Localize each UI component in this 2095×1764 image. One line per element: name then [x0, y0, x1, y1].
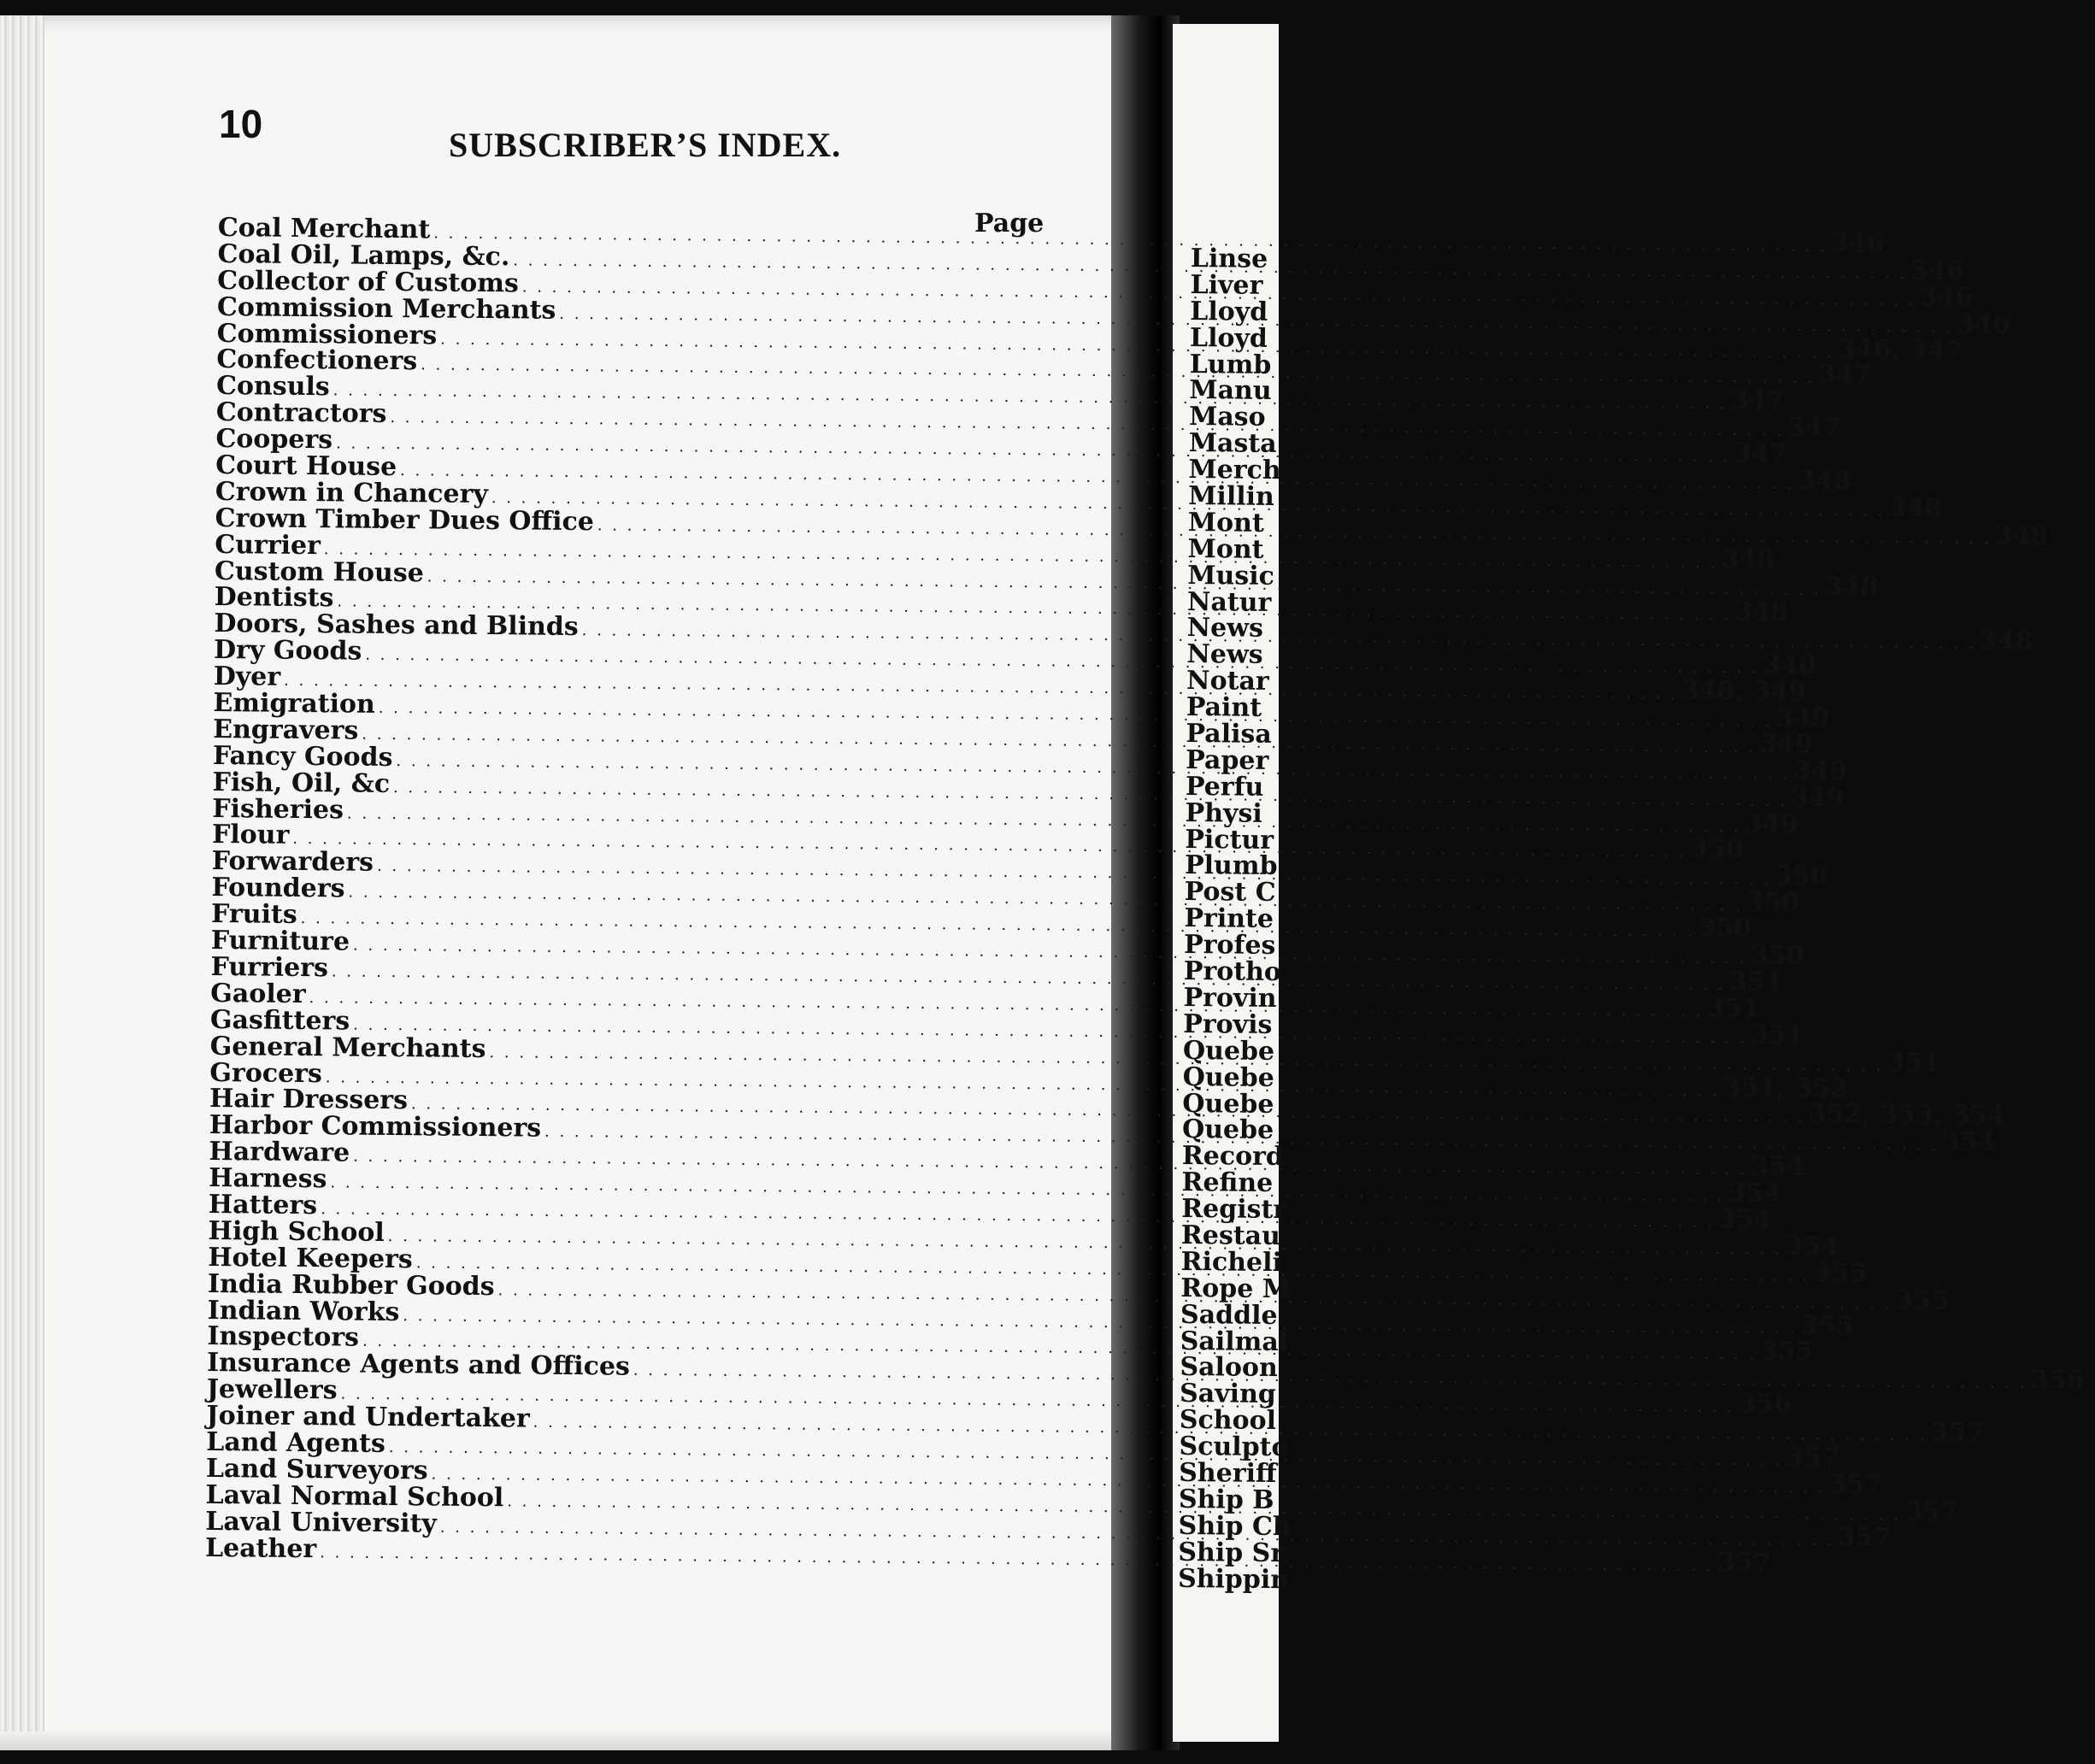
entry-label: Crown Timber Dues Office: [215, 503, 595, 538]
facing-entry-label: Masta: [1188, 428, 1277, 460]
entry-label: Harbor Commissioners: [209, 1110, 542, 1144]
facing-entry-label: Refine: [1181, 1167, 1274, 1199]
entry-pages: 348: [1734, 597, 1789, 628]
facing-entry-label: Printe: [1184, 903, 1274, 935]
facing-page-entry: [1178, 1484, 1274, 1515]
facing-entry-label: Record: [1181, 1141, 1285, 1173]
entry-label: Custom House: [214, 556, 424, 588]
entry-label: Gaoler: [210, 978, 306, 1009]
entry-pages: 348: [1721, 544, 1775, 575]
entry-label: Land Agents: [206, 1426, 386, 1459]
page-bottom-edge: [0, 1732, 1137, 1750]
facing-page-entry: [1186, 721, 1274, 749]
entry-label: Laval Normal School: [205, 1479, 504, 1514]
facing-page-entry: [1183, 982, 1277, 1014]
facing-page-entry: [1185, 797, 1273, 829]
facing-entry-label: Liver: [1190, 269, 1263, 301]
entry-pages: 347: [1817, 360, 1872, 391]
entry-label: Collector of Customs: [217, 265, 520, 299]
page-number: 10: [219, 102, 263, 146]
facing-entry-label: Palisa: [1186, 719, 1272, 750]
entry-pages: 346, 347: [1837, 333, 1963, 366]
entry-label: Grocers: [209, 1057, 323, 1089]
entry-pages: 346: [1957, 309, 2011, 339]
entry-label: Hatters: [208, 1189, 318, 1221]
facing-entry-label: Rope M: [1180, 1273, 1292, 1304]
facing-entry-label: Millin: [1188, 481, 1274, 512]
facing-entry-label: Paint: [1186, 692, 1262, 723]
entry-pages: 355: [1895, 1285, 1950, 1316]
entry-pages: 355: [1759, 1336, 1814, 1367]
entry-pages: 349: [1793, 756, 1848, 787]
facing-entry-label: News: [1186, 613, 1264, 644]
entry-pages: 351, 352: [1722, 1072, 1849, 1103]
entry-label: Fisheries: [212, 793, 344, 826]
page-title: SUBSCRIBER’S INDEX.: [449, 126, 842, 164]
facing-entry-label: Paper: [1186, 744, 1269, 776]
facing-entry-label: Ship Ch: [1178, 1510, 1292, 1542]
facing-page-entry: [1182, 1035, 1275, 1067]
facing-page-entry: [1187, 560, 1275, 591]
entry-pages: 348, 349: [1680, 675, 1807, 708]
page-stack-edge: [0, 15, 44, 1750]
entry-label: Fish, Oil, &c: [212, 767, 391, 799]
facing-entry-label: Natur: [1186, 586, 1272, 618]
entry-pages: 347: [1733, 438, 1787, 469]
entry-label: Leather: [204, 1532, 317, 1564]
entry-label: Furriers: [210, 951, 329, 984]
entry-pages: 349: [1744, 808, 1798, 839]
entry-pages: 356: [1738, 1389, 1792, 1420]
facing-entry-label: Restau: [1180, 1220, 1281, 1252]
facing-entry-label: Registr: [1181, 1194, 1287, 1226]
entry-label: Fancy Goods: [212, 740, 393, 773]
facing-page-entry: [1187, 533, 1275, 565]
entry-pages: 348: [1797, 465, 1851, 497]
facing-page-entry: [1178, 1537, 1285, 1568]
entry-pages: 354: [1941, 1126, 1996, 1158]
entry-pages: 354: [1785, 1231, 1839, 1262]
entry-pages: 351: [1728, 966, 1783, 997]
entry-pages: 348: [1888, 492, 1943, 524]
facing-entry-label: Sheriff: [1179, 1457, 1277, 1489]
entry-label: Confectioners: [216, 344, 418, 377]
facing-entry-label: Maso: [1188, 402, 1266, 433]
entry-pages: 357: [1837, 1521, 1892, 1553]
entry-pages: 356: [2030, 1365, 2085, 1396]
entry-pages: 352, 353, 354: [1808, 1099, 2005, 1132]
entry-pages: 355: [1800, 1310, 1855, 1341]
entry-label: Hair Dressers: [209, 1084, 409, 1116]
entry-label: India Rubber Goods: [207, 1268, 495, 1302]
entry-label: General Merchants: [209, 1031, 486, 1064]
facing-entry-label: Lloyd: [1190, 296, 1268, 327]
entry-label: Jewellers: [206, 1374, 338, 1406]
entry-label: Coal Merchant: [217, 213, 431, 245]
entry-pages: 348: [1979, 626, 2033, 656]
facing-page-entry: [1187, 507, 1276, 538]
facing-entry-label: News: [1186, 639, 1263, 671]
entry-pages: 348: [1824, 571, 1879, 603]
entry-label: Crown in Chancery: [215, 476, 489, 509]
entry-label: Forwarders: [211, 846, 374, 879]
entry-label: Furniture: [210, 926, 350, 957]
facing-entry-label: Shippin: [1177, 1563, 1290, 1595]
facing-page-entry: [1189, 322, 1278, 354]
entry-label: Currier: [215, 529, 321, 561]
facing-entry-label: Manu: [1189, 375, 1272, 407]
entry-pages: 357: [1716, 1547, 1771, 1579]
entry-label: Coopers: [215, 424, 333, 456]
facing-page-entry: [1180, 1299, 1278, 1331]
facing-page-entry: [1177, 1563, 1290, 1595]
facing-page-entry: [1180, 1246, 1283, 1278]
entry-pages: 351: [1886, 1047, 1941, 1078]
entry-label: Dry Goods: [213, 635, 362, 667]
entry-label: Coal Oil, Lamps, &c.: [217, 238, 510, 273]
entry-pages: 350: [1698, 913, 1752, 944]
entry-pages: 357: [1904, 1496, 1958, 1527]
facing-entry-label: Saving: [1179, 1379, 1277, 1410]
entry-label: Doors, Sashes and Blinds: [214, 609, 579, 643]
facing-entry-label: Notar: [1186, 666, 1269, 697]
entry-label: Flour: [211, 820, 290, 851]
entry-pages: 354: [1750, 1151, 1804, 1183]
entry-label: Contractors: [215, 397, 387, 430]
facing-entry-label: Pictur: [1185, 824, 1274, 856]
facing-entry-label: Ship B: [1178, 1484, 1274, 1515]
facing-page-entry: [1180, 1220, 1281, 1252]
facing-page-entry: [1180, 1273, 1292, 1304]
facing-page-entry: [1190, 269, 1278, 301]
entry-pages: 350: [1750, 940, 1804, 971]
entry-label: Dyer: [213, 662, 281, 692]
entry-label: Insurance Agents and Offices: [206, 1348, 631, 1382]
facing-entry-label: Protho: [1183, 956, 1282, 988]
entry-pages: 348: [1994, 520, 2049, 551]
facing-entry-label: Saddle: [1180, 1299, 1278, 1331]
facing-entry-label: Perfu: [1185, 771, 1264, 803]
entry-label: Court House: [215, 450, 397, 483]
facing-entry-label: Quebe: [1182, 1035, 1275, 1067]
facing-entry-label: Quebe: [1181, 1114, 1274, 1146]
entry-label: Commissioners: [216, 318, 438, 351]
facing-entry-label: Profes: [1183, 930, 1276, 961]
page-column-label: Page: [974, 209, 1045, 238]
entry-label: Commission Merchants: [216, 291, 556, 326]
entry-label: Joiner and Undertaker: [206, 1401, 530, 1434]
entry-pages: 350: [1745, 887, 1800, 919]
entry-pages: 348: [1763, 650, 1816, 681]
entry-pages: 349: [1759, 729, 1814, 760]
entry-label: Harness: [209, 1163, 327, 1195]
entry-pages: 357: [1786, 1442, 1840, 1473]
entry-label: Founders: [211, 873, 345, 904]
entry-pages: 349: [1775, 703, 1830, 734]
entry-pages: 350: [1774, 861, 1828, 892]
facing-entry-label: Post C: [1184, 877, 1276, 908]
entry-pages: 350: [1690, 834, 1745, 865]
entry-pages: 351: [1750, 1019, 1804, 1050]
entry-pages: 354: [1727, 1178, 1782, 1208]
entry-label: Emigration: [213, 688, 375, 720]
entry-label: High School: [208, 1215, 385, 1248]
facing-entry-label: Provis: [1183, 1008, 1273, 1040]
facing-page-entry: [1179, 1457, 1277, 1489]
facing-page-entry: [1185, 771, 1274, 803]
facing-entry-label: School: [1179, 1405, 1277, 1437]
facing-entry-label: Plumb: [1184, 850, 1278, 882]
entry-label: Consuls: [215, 371, 330, 403]
entry-label: Gasfitters: [209, 1004, 350, 1037]
entry-pages: 347: [1730, 385, 1785, 416]
entry-pages: 346: [1831, 228, 1885, 259]
entry-label: Land Surveyors: [205, 1453, 428, 1486]
facing-entry-label: Ship Sr: [1178, 1537, 1285, 1568]
facing-page-entries: [1177, 244, 1292, 1595]
entry-pages: 357: [1828, 1469, 1883, 1500]
facing-page-entry: [1183, 956, 1282, 988]
facing-entry-label: Provin: [1183, 982, 1277, 1014]
entry-pages: 346: [1910, 255, 1965, 286]
entry-pages: 349: [1790, 782, 1845, 813]
entry-label: Indian Works: [207, 1295, 400, 1327]
facing-entry-label: Richeli: [1180, 1246, 1283, 1278]
facing-entry-label: Lumb: [1189, 349, 1272, 380]
facing-entry-label: Physi: [1185, 797, 1262, 829]
entry-label: Hotel Keepers: [208, 1242, 413, 1274]
facing-page-entry: [1191, 246, 1279, 273]
facing-entry-label: Mont: [1187, 533, 1264, 565]
entry-pages: 347: [1787, 412, 1842, 444]
entry-label: Fruits: [210, 899, 297, 931]
entry-pages: 351: [1706, 992, 1761, 1024]
entry-pages: 357: [1930, 1417, 1985, 1448]
facing-entry-label: Mont: [1187, 507, 1264, 538]
entry-pages: 346: [1919, 281, 1974, 313]
facing-page-entry: [1190, 296, 1278, 327]
facing-page-entry: [1188, 481, 1276, 512]
facing-entry-label: Sculpto: [1179, 1432, 1289, 1463]
entry-label: Dentists: [214, 582, 334, 614]
facing-entry-label: Sailmal: [1180, 1326, 1289, 1357]
entry-label: Laval University: [205, 1506, 438, 1539]
facing-entry-label: Lloyd: [1189, 322, 1268, 354]
entry-pages: 354: [1717, 1203, 1772, 1235]
facing-page-entry: [1182, 1061, 1274, 1093]
facing-entry-label: Quebe: [1182, 1061, 1274, 1093]
entry-label: Hardware: [209, 1137, 350, 1168]
facing-entry-label: Merch: [1188, 455, 1281, 486]
entry-pages: 355: [1813, 1257, 1868, 1289]
facing-page-entry: [1178, 1510, 1292, 1542]
facing-page-entry: [1183, 1008, 1273, 1040]
facing-entry-label: Saloon: [1180, 1352, 1278, 1384]
facing-page-entry: [1181, 1194, 1287, 1226]
facing-page-entry: [1186, 744, 1274, 776]
facing-entry-label: Music: [1187, 560, 1275, 591]
entry-label: Engravers: [213, 714, 359, 746]
facing-entry-label: Quebe: [1182, 1088, 1274, 1120]
facing-entry-label: Linse: [1190, 244, 1268, 274]
entry-label: Inspectors: [207, 1321, 360, 1354]
